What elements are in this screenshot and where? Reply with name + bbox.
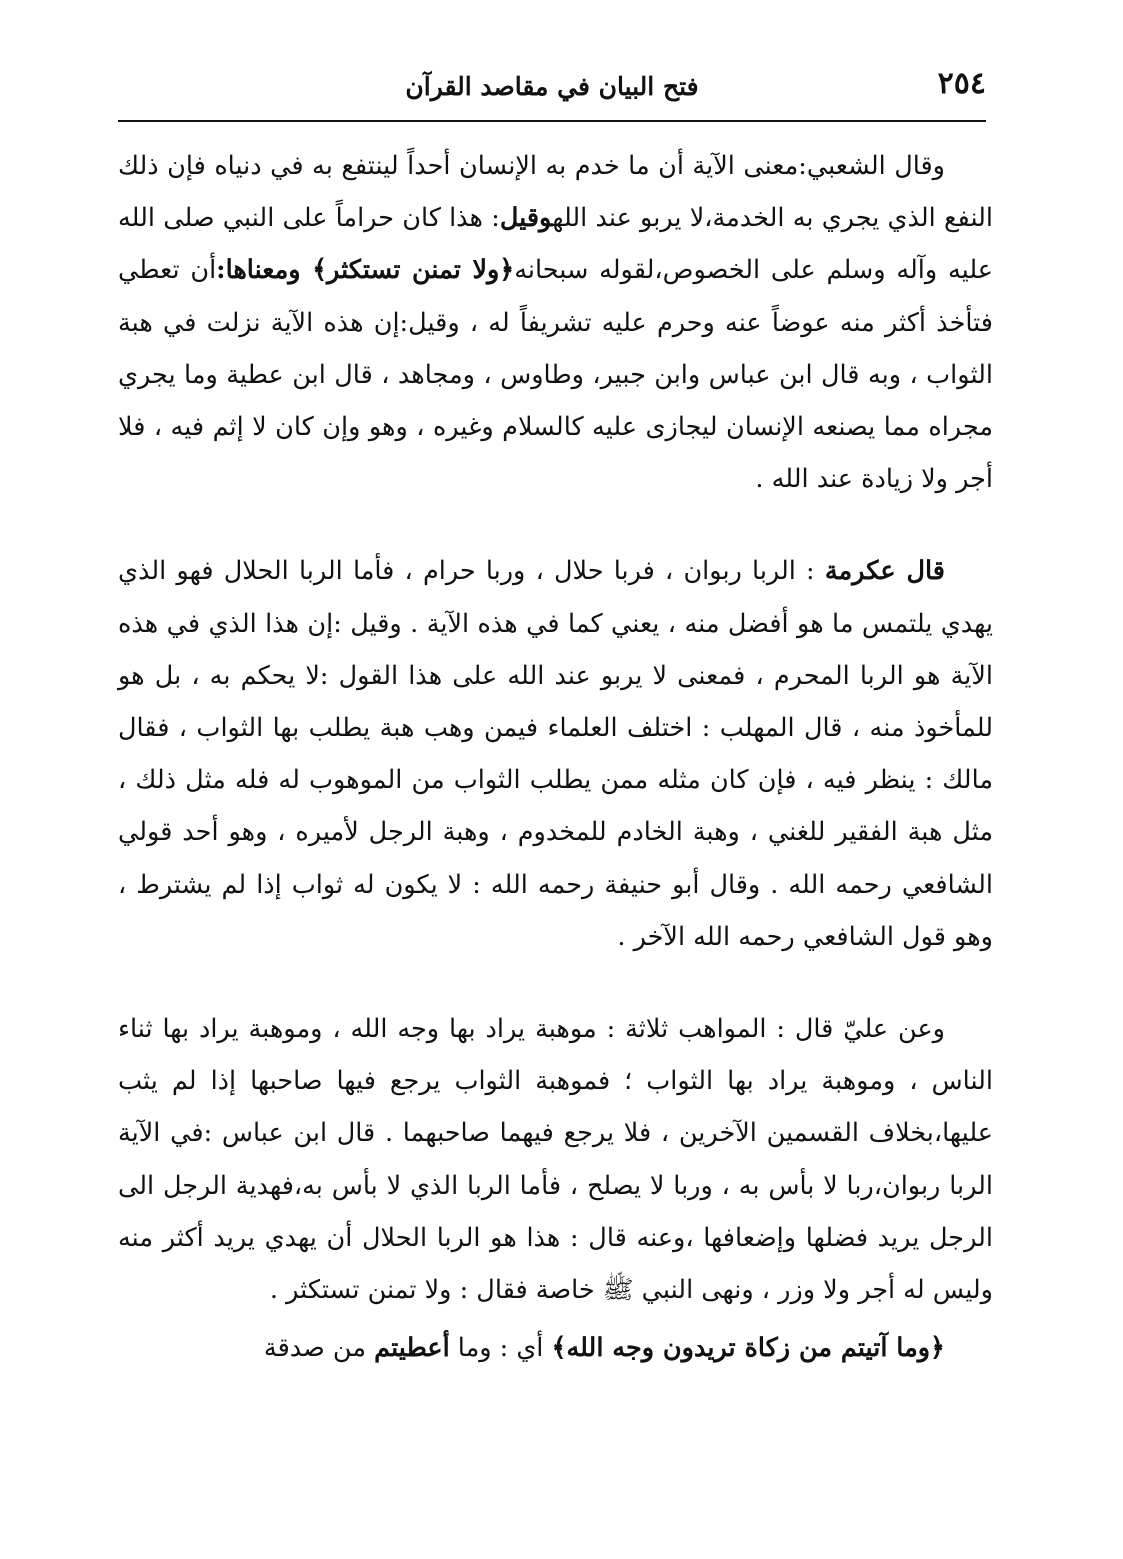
paragraph-3 bbox=[118, 1003, 993, 1316]
text-segment: : هذا كان حراماً على النبي صلى الله عليه وآله وسلم على الخصوص،لقوله سبحانه bbox=[118, 203, 994, 286]
quran-quote: ﴿ولا تمنن تستكثر﴾ ومعناها: bbox=[216, 255, 515, 286]
page-number: ٢٥٤ bbox=[937, 66, 986, 101]
running-title: فتح البيان في مقاصد القرآن bbox=[405, 72, 699, 101]
bold-segment: وقيل bbox=[499, 203, 553, 234]
bold-segment: قال عكرمة bbox=[824, 556, 945, 587]
paragraph-1 bbox=[118, 140, 993, 505]
page-header bbox=[118, 62, 986, 122]
text-segment: أن تعطي فتأخذ أكثر منه عوضاً عنه وحرم عليه تشريفاً له ، وقيل:إن هذه الآية نزلت في هبة الثواب ، وبه قال ابن عباس وابن جبير، وطاوس ، ومجاهد ، قال ابن عطية وما يجري مجراه مما يصنعه الإنسان ليجازى عليه كالسلام وغيره ، وهو وإن كان لا إثم فيه ، فلا أجر ولا زيادة عند الله . bbox=[118, 255, 993, 495]
text-segment: من صدقة bbox=[263, 1333, 375, 1364]
text-segment: وعن عليّ قال : المواهب ثلاثة : موهبة يراد بها وجه الله ، وموهبة يراد بها ثناء الناس ، وموهبة يراد بها الثواب ؛ فموهبة الثواب يرجع فيها صاحبها إذا لم يثب عليها،بخلاف القسمين الآخرين ، فلا يرجع فيهما صاحبهما . قال ابن عباس :في الآية الربا ربوان،ربا لا بأس به ، وربا لا يصلح ، فأما الربا الذي لا بأس به،فهدية الرجل الى الرجل يريد فضلها وإضعافها ،وعنه قال : هذا هو الربا الحلال أن يهدي يريد أكثر منه وليس له أجر ولا وزر ، ونهى النبي ﷺ خاصة فقال : ولا تمنن تستكثر . bbox=[118, 1014, 993, 1306]
body-text bbox=[118, 140, 993, 1374]
paragraph-4 bbox=[118, 1322, 993, 1374]
paragraph-2 bbox=[118, 545, 993, 963]
bold-segment: أعطيتم bbox=[374, 1333, 450, 1364]
text-segment: وقال الشعبي:معنى الآية أن ما خدم به الإنسان أحداً لينتفع به في دنياه فإن ذلك النفع الذي يجري به الخدمة،لا يربو عند الله bbox=[118, 151, 993, 234]
text-segment: : الربا ربوان ، فربا حلال ، وربا حرام ، فأما الربا الحلال فهو الذي يهدي يلتمس ما هو أفضل منه ، يعني كما في هذه الآية . وقيل :إن هذا الذي في هذه الآية هو الربا المحرم ، فمعنى لا يربو عند الله على هذا القول :لا يحكم به ، بل هو للمأخوذ منه ، قال المهلب : اختلف العلماء فيمن وهب هبة يطلب بها الثواب ، فقال مالك : ينظر فيه ، فإن كان مثله ممن يطلب الثواب من الموهوب له فله مثل ذلك ، مثل هبة الفقير للغني ، وهبة الخادم للمخدوم ، وهبة الرجل لأميره ، وهو أحد قولي الشافعي رحمه الله . وقال أبو حنيفة رحمه الله : لا يكون له ثواب إذا لم يشترط ، وهو قول الشافعي رحمه الله الآخر . bbox=[118, 556, 994, 952]
text-segment: أي : وما bbox=[449, 1333, 552, 1364]
quran-quote: ﴿وما آتيتم من زكاة تريدون وجه الله﴾ bbox=[551, 1333, 945, 1364]
